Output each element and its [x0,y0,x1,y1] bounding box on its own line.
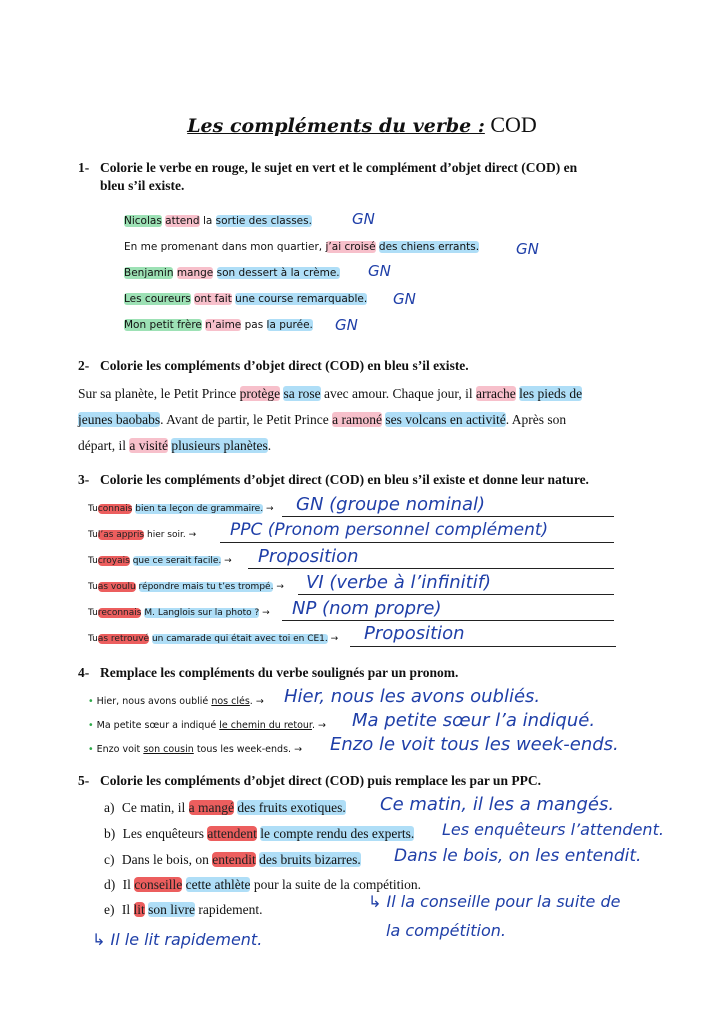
ex5-answer-a: Ce matin, il les a mangés. [380,794,615,815]
ex5-sentence-e [104,902,263,918]
word: pas [244,319,264,331]
cod: une course remarquable. [235,293,368,305]
subject: Benjamin [124,267,174,279]
text: Il [122,877,131,892]
ex3-answer-3: Proposition [258,546,359,567]
verb: a ramoné [332,412,383,427]
verb: as voulu [97,582,136,592]
verb: lit [133,902,145,917]
ex3-sentence-4 [88,582,284,592]
ex1-answer-4: GN [393,290,416,308]
phrase: En me promenant dans mon quartier, [124,241,323,253]
verb: mange [176,267,214,279]
text: rapidement. [198,902,263,917]
ex3-sentence-2 [88,530,196,540]
ex3-answer-6: Proposition [364,623,465,644]
ex1-number: 1- [78,160,90,175]
pronoun: Tu [88,608,98,618]
item-letter: a) [104,800,115,815]
text: Enzo voit [96,744,141,755]
ex3-answer-2: PPC (Pronom personnel complément) [230,520,549,540]
text: Ma petite sœur a indiqué [96,720,217,731]
cod: cette athlète [185,877,251,892]
ex3-answer-1: GN (groupe nominal) [296,494,486,515]
arrow: → [318,720,326,731]
cod: sa rose [283,386,321,401]
verb: ont fait [194,293,232,305]
text: . Avant de partir, le Petit Prince [160,412,333,427]
verb: connais [97,504,133,514]
arrow: → [265,504,274,514]
ex1-answer-5: GN [335,316,358,334]
underlined-complement: le chemin du retour [219,720,312,731]
cod: le compte rendu des experts. [260,826,415,841]
ex2-number: 2- [78,358,90,373]
arrow: → [294,744,303,755]
ex5-sentence-a [104,800,346,816]
cod: M. Langlois sur la photo ? [144,608,260,618]
ex1-sentence-4 [124,293,367,305]
text: départ, il [78,438,130,453]
verb: as retrouvé [97,634,150,644]
ex5-answer-e: ↳ Il le lit rapidement. [92,930,263,949]
text: pour la suite de la compétition. [253,877,422,892]
ex2-question: Colorie les compléments d’objet direct (COD) en bleu s’il existe. [100,358,469,373]
ex5-number: 5- [78,773,90,788]
bullet: • [88,720,94,731]
answer-line [298,594,614,595]
cod: un camarade qui était avec toi en CE1. [151,634,328,644]
cod: les pieds de [519,386,583,401]
arrow: → [188,530,197,540]
verb: a mangé [188,800,234,815]
cod: que ce serait facile. [132,556,222,566]
answer-line [248,568,614,569]
pronoun: Tu [88,530,98,540]
verb: conseille [134,877,183,892]
text: Sur sa planète, le Petit Prince [78,386,240,401]
answer-line [350,646,616,647]
verb: entendit [212,852,256,867]
cod: son livre [148,902,196,917]
text: Ce matin, il [121,800,186,815]
ex1-answer-1: GN [352,210,375,228]
arrow: → [224,556,232,566]
text: Il [121,902,131,917]
word: la [202,215,213,227]
ex1-sentence-3 [124,267,340,279]
ex4-number: 4- [78,665,90,680]
title-cod: COD [490,112,537,137]
cod: répondre mais tu t’es trompé. [138,582,274,592]
subject: Les coureurs [124,293,191,305]
verb: reconnais [97,608,142,618]
ex4-sentence-3 [88,744,302,755]
arrow: → [276,582,284,592]
ex3-number: 3- [78,472,90,487]
answer-line [282,620,614,621]
ex1-sentence-5 [124,319,313,331]
ex4-answer-1: Hier, nous les avons oubliés. [284,686,541,707]
verb: n’aime [205,319,242,331]
verb: arrache [476,386,516,401]
text: . Après son [505,412,567,427]
text: Dans le bois, on [121,852,209,867]
ex1-question-line2: bleu s’il existe. [100,178,185,193]
cod: des chiens errants. [378,241,480,253]
text: Hier, nous avons oublié [96,696,209,707]
item-letter: b) [104,826,116,841]
text: Les enquêteurs [122,826,204,841]
ex4-question: Remplace les compléments du verbe soulignés par un pronom. [100,665,459,680]
verb: a visité [129,438,168,453]
pronoun: Tu [88,582,98,592]
ex5-sentence-d [104,877,421,893]
arrow: → [330,634,339,644]
ex5-answer-b: Les enquêteurs l’attendent. [442,820,664,839]
text: . [267,438,272,453]
bullet: • [88,744,94,755]
ex1-sentence-2 [124,241,479,253]
cod: sortie des classes. [215,215,312,227]
ex3-sentence-6 [88,634,338,644]
ex5-answer-c: Dans le bois, on les entendit. [394,846,642,866]
rest: hier soir. [146,530,186,540]
ex3-answer-4: VI (verbe à l’infinitif) [306,572,492,593]
item-letter: e) [104,902,115,917]
ex1-answer-2: GN [516,240,539,258]
ex1-answer-3: GN [368,262,391,280]
cod: des fruits exotiques. [237,800,346,815]
underlined-complement: nos clés [211,696,250,707]
pronoun: Tu [88,634,98,644]
ex3-question: Colorie les compléments d’objet direct (COD) en bleu s’il existe et donne leur nature. [100,472,589,487]
ex3-sentence-5 [88,608,270,618]
ex5-sentence-b [104,826,414,842]
cod: des bruits bizarres. [259,852,361,867]
item-letter: d) [104,877,116,892]
page-title [0,112,724,138]
ex2-paragraph-line3 [78,438,271,454]
ex4-answer-2: Ma petite sœur l’a indiqué. [352,710,596,731]
answer-line [282,516,614,517]
text: tous les week-ends. [196,744,292,755]
verb: l’as appris [97,530,145,540]
text: avec amour. Chaque jour, il [320,386,476,401]
ex5-answer-d-line1: ↳ Il la conseille pour la suite de [368,892,621,911]
text: . [249,696,253,707]
verb: attend [165,215,200,227]
verb: protège [239,386,281,401]
ex2-paragraph-line1 [78,386,582,402]
ex5-question: Colorie les compléments d’objet direct (COD) puis remplace les par un PPC. [100,773,541,788]
ex5-answer-d-line2: la compétition. [386,921,506,940]
ex4-sentence-1 [88,696,264,707]
arrow: → [255,696,264,707]
ex3-sentence-1 [88,504,274,514]
ex4-answer-3: Enzo le voit tous les week-ends. [330,734,619,755]
verb: croyais [97,556,130,566]
cod: son dessert à la crème. [216,267,340,279]
bullet: • [88,696,94,707]
cod: la purée. [266,319,313,331]
title-script: Les compléments du verbe : [187,115,485,137]
cod: jeunes baobabs [78,412,161,427]
answer-line [220,542,614,543]
arrow: → [262,608,270,618]
cod: bien ta leçon de grammaire. [135,504,264,514]
verb: j’ai croisé [325,241,376,253]
cod: ses volcans en activité [385,412,506,427]
ex3-answer-5: NP (nom propre) [292,598,442,619]
ex3-sentence-3 [88,556,232,566]
cod: plusieurs planètes [171,438,268,453]
text: . [311,720,315,731]
verb: attendent [207,826,257,841]
underlined-complement: son cousin [143,744,194,755]
ex4-sentence-2 [88,720,326,731]
ex5-sentence-c [104,852,361,868]
pronoun: Tu [88,556,98,566]
ex1-question-line1: Colorie le verbe en rouge, le sujet en vert et le complément d’objet direct (COD) en [100,160,578,175]
subject: Mon petit frère [124,319,202,331]
pronoun: Tu [88,504,98,514]
item-letter: c) [104,852,115,867]
ex2-paragraph-line2 [78,412,566,428]
ex1-sentence-1 [124,215,312,227]
subject: Nicolas [124,215,162,227]
